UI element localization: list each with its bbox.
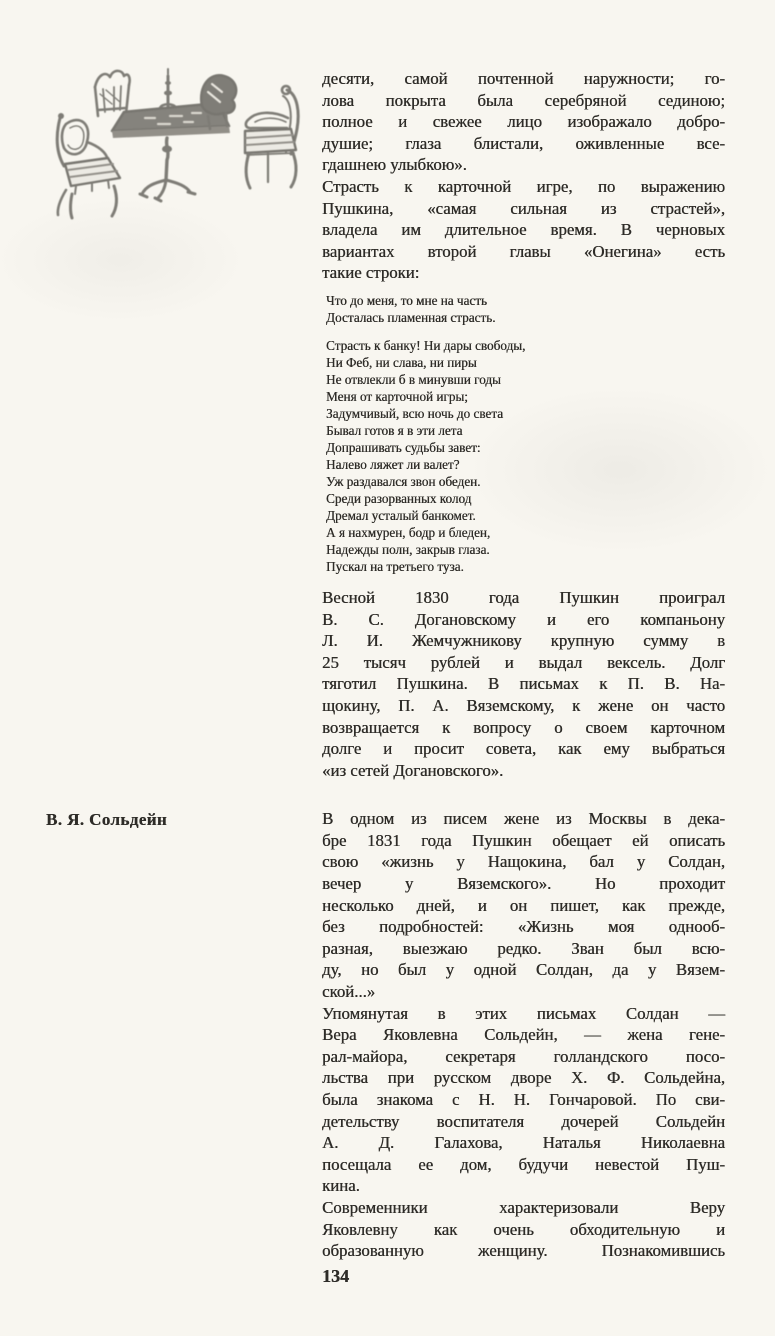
- text-line: вариантах второй главы «Онегина» есть: [322, 241, 725, 261]
- text-line: возвращается к вопросу о своем карточном: [322, 717, 725, 737]
- text-line: душие; глаза блистали, оживленные все-: [322, 133, 725, 153]
- text-line: рал-майора, секретаря голландского посо-: [322, 1046, 725, 1066]
- text-line: долге и просит совета, как ему выбраться: [322, 739, 725, 759]
- right-armchair: [245, 86, 298, 188]
- furniture-drawing-svg: [40, 56, 315, 224]
- rear-chair: [95, 71, 130, 116]
- margin-heading: В. Я. Сольдейн: [46, 810, 168, 829]
- text-line: Среди разорванных колод: [326, 490, 472, 506]
- text-line: Дремал усталый банкомет.: [326, 507, 476, 523]
- text-line: кина.: [322, 1176, 360, 1196]
- text-line: Ни Феб, ни слава, ни пиры: [326, 354, 477, 370]
- verse-block: [322, 292, 725, 326]
- text-line: ду, но был у одной Солдан, да у Вязем-: [322, 960, 725, 980]
- paragraph-block: [322, 808, 725, 1261]
- text-line: разная, выезжаю редко. Зван был всю-: [322, 938, 725, 958]
- text-line: А я нахмурен, бодр и бледен,: [326, 524, 491, 540]
- text-line: детельству воспитателя дочерей Сольдейн: [322, 1111, 725, 1131]
- text-line: Л. И. Жемчужникову крупную сумму в: [322, 631, 725, 651]
- text-line: Бывал готов я в эти лета: [326, 422, 463, 438]
- text-line: тяготил Пушкина. В письмах к П. В. На-: [322, 674, 725, 694]
- text-line: посещала ее дом, будучи невестой Пуш-: [322, 1154, 725, 1174]
- text-line: Вера Яковлевна Сольдейн, — жена гене-: [322, 1025, 725, 1045]
- text-line: гдашнею улыбкою».: [322, 155, 467, 175]
- page-number: 134: [322, 1266, 349, 1286]
- text-line: Что до меня, то мне на часть: [326, 292, 487, 308]
- verse-block: [322, 337, 725, 575]
- text-line: Пускал на третьего туза.: [326, 558, 464, 574]
- text-line: ской...»: [322, 982, 376, 1002]
- text-line: Не отвлекли б в минувши годы: [326, 371, 501, 387]
- text-line: свою «жизнь у Нащокина, бал у Солдан,: [322, 852, 725, 872]
- text-line: такие строки:: [322, 263, 420, 283]
- text-line: Весной 1830 года Пушкин проиграл: [322, 587, 725, 607]
- text-line: владела им длительное время. В черновых: [322, 220, 725, 240]
- text-line: щокину, П. А. Вяземскому, к жене он часто: [322, 695, 725, 715]
- text-line: вечер у Вяземского». Но проходит: [322, 874, 725, 894]
- text-line: Допрашивать судьбы завет:: [326, 439, 481, 455]
- text-line: была знакома с Н. Н. Гончаровой. По сви-: [322, 1090, 725, 1109]
- text-line: льства при русском дворе Х. Ф. Сольдейна,: [322, 1068, 725, 1088]
- text-line: бре 1831 года Пушкин обещает ей описать: [322, 830, 725, 850]
- paragraph-block: [322, 68, 725, 284]
- text-line: десяти, самой почтенной наружности; го-: [322, 69, 725, 88]
- text-line: образованную женщину. Познакомившись: [322, 1241, 725, 1261]
- text-line: Яковлевну как очень обходительную и: [322, 1219, 725, 1239]
- text-line: Уж раздавался звон обеден.: [326, 473, 481, 489]
- text-line: Надежды полн, закрыв глаза.: [326, 541, 490, 557]
- front-left-chair: [57, 113, 120, 218]
- text-line: В. С. Догановскому и его компаньону: [322, 609, 725, 629]
- text-line: Упомянутая в этих письмах Солдан —: [322, 1003, 725, 1023]
- text-line: Пушкина, «самая сильная из страстей»,: [322, 198, 725, 218]
- text-column: [322, 68, 725, 1262]
- paragraph-block: [322, 587, 725, 781]
- text-line: без подробностей: «Жизнь моя однооб-: [322, 917, 725, 937]
- text-line: Задумчивый, всю ночь до света: [326, 405, 504, 421]
- text-line: Налево ляжет ли валет?: [326, 456, 460, 472]
- text-line: Современники характеризовали Веру: [322, 1197, 725, 1217]
- text-line: Досталась пламенная страсть.: [326, 309, 496, 325]
- text-line: Меня от карточной игры;: [326, 388, 468, 404]
- text-line: полное и свежее лицо изображало добро-: [322, 112, 725, 132]
- text-line: «из сетей Догановского».: [322, 760, 504, 780]
- text-line: В одном из писем жене из Москвы в дека-: [322, 809, 725, 829]
- text-line: несколько дней, и он пишет, как прежде,: [322, 895, 725, 915]
- text-line: 25 тысяч рублей и выдал вексель. Долг: [322, 652, 725, 672]
- text-line: Страсть к банку! Ни дары свободы,: [326, 337, 526, 353]
- text-line: А. Д. Галахова, Наталья Николаевна: [322, 1133, 725, 1153]
- text-line: Страсть к карточной игре, по выражению: [322, 176, 725, 196]
- text-line: лова покрыта была серебряной сединою;: [322, 90, 725, 110]
- furniture-illustration: [40, 56, 315, 224]
